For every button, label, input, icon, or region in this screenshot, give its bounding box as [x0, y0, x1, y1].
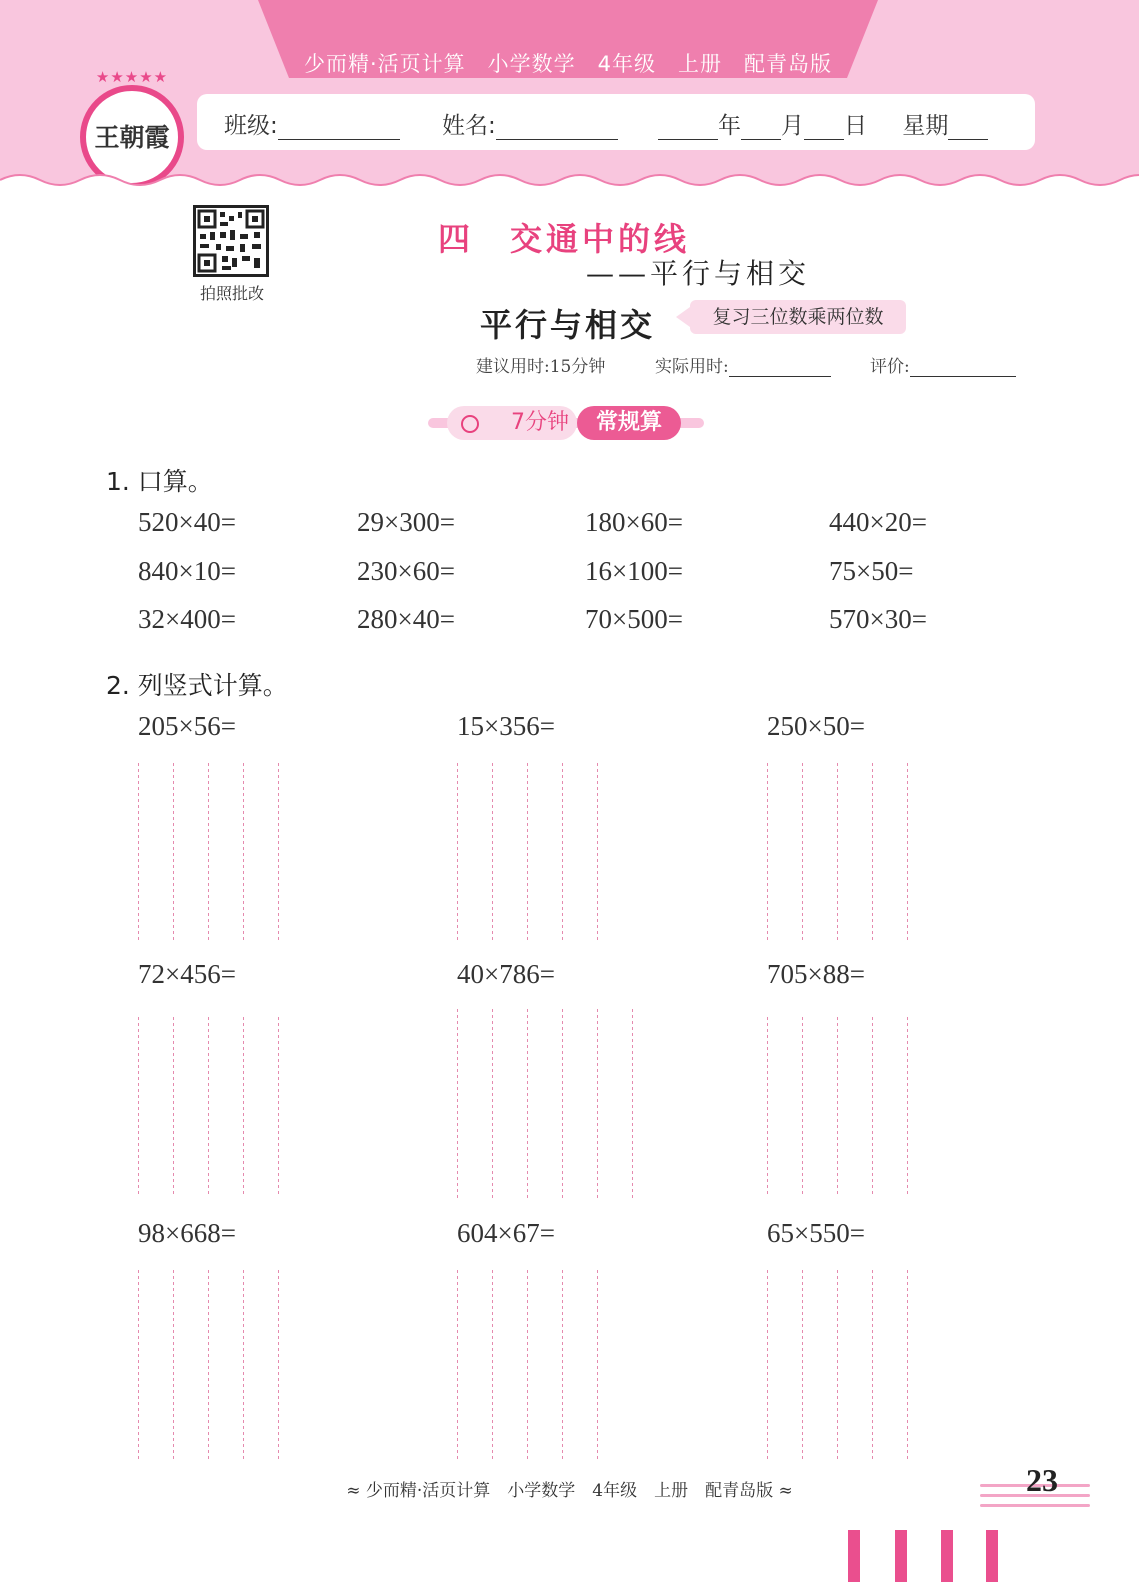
work-guide-line	[767, 763, 768, 943]
review-tag: 复习三位数乘两位数	[690, 300, 906, 334]
qr-pattern-icon	[196, 208, 266, 274]
work-guide-line	[243, 763, 244, 943]
work-guide-line	[837, 763, 838, 943]
work-guide-line	[457, 1009, 458, 1199]
mental-expr: 230×60=	[357, 556, 455, 586]
lesson-title: 平行与相交	[480, 306, 656, 344]
work-guide-line	[907, 1270, 908, 1460]
mental-expr: 70×500=	[585, 604, 683, 634]
day-label: 日	[844, 113, 867, 139]
footer-bar	[895, 1530, 907, 1582]
work-guide-line	[138, 763, 139, 943]
name-blank[interactable]	[496, 117, 618, 140]
mental-expr: 280×40=	[357, 604, 455, 634]
work-guide-line	[802, 1017, 803, 1197]
vertical-work-area[interactable]	[138, 1270, 280, 1460]
work-guide-line	[527, 763, 528, 943]
review-tag-pointer	[676, 307, 690, 327]
work-guide-line	[173, 1017, 174, 1197]
vertical-work-area[interactable]	[767, 1270, 909, 1460]
weekday-blank[interactable]	[948, 117, 988, 140]
work-guide-line	[457, 763, 458, 943]
actual-time-label: 实际用时:	[655, 357, 729, 377]
header-wave	[0, 160, 1139, 200]
actual-time-field[interactable]	[655, 352, 831, 377]
work-guide-line	[767, 1270, 768, 1460]
work-guide-line	[457, 1270, 458, 1460]
work-guide-line	[562, 1009, 563, 1199]
qr-code[interactable]	[193, 205, 269, 277]
year-blank[interactable]	[658, 117, 718, 140]
vertical-calc-expr: 205×56=	[138, 711, 236, 741]
day-blank[interactable]	[804, 117, 844, 140]
year-label: 年	[718, 113, 741, 139]
mental-expr: 840×10=	[138, 556, 236, 586]
vertical-work-area[interactable]	[457, 1009, 634, 1199]
name-label: 姓名:	[442, 113, 496, 139]
work-guide-line	[907, 1017, 908, 1197]
work-guide-line	[138, 1017, 139, 1197]
date-field[interactable]	[658, 107, 988, 140]
vertical-work-area[interactable]	[138, 763, 280, 943]
footer-bar	[941, 1530, 953, 1582]
work-guide-line	[597, 1009, 598, 1199]
weekday-label: 星期	[902, 113, 949, 139]
medal-icon	[461, 415, 479, 433]
work-guide-line	[208, 1270, 209, 1460]
vertical-work-area[interactable]	[138, 1017, 280, 1197]
work-guide-line	[278, 1270, 279, 1460]
logo-text: 王朝霞	[94, 123, 170, 152]
work-guide-line	[243, 1017, 244, 1197]
footer-wave	[980, 1504, 1090, 1507]
work-guide-line	[562, 1270, 563, 1460]
work-guide-line	[173, 1270, 174, 1460]
class-blank[interactable]	[278, 117, 400, 140]
mental-expr: 570×30=	[829, 604, 927, 634]
footer-bar	[848, 1530, 860, 1582]
vertical-calc-expr: 72×456=	[138, 959, 236, 989]
work-guide-line	[527, 1009, 528, 1199]
qr-caption: 拍照批改	[199, 284, 264, 303]
section-type: 常规算	[577, 406, 681, 440]
mental-expr: 29×300=	[357, 507, 455, 537]
work-guide-line	[278, 1017, 279, 1197]
work-guide-line	[837, 1270, 838, 1460]
mental-expr: 520×40=	[138, 507, 236, 537]
footer-series: ≈ 少而精·活页计算 小学数学 4年级 上册 配青岛版 ≈	[346, 1481, 793, 1501]
section-time: 7分钟	[447, 406, 577, 440]
work-guide-line	[837, 1017, 838, 1197]
work-guide-line	[907, 763, 908, 943]
footer-bar	[986, 1530, 998, 1582]
work-guide-line	[802, 1270, 803, 1460]
work-guide-line	[597, 1270, 598, 1460]
vertical-calc-expr: 98×668=	[138, 1218, 236, 1248]
name-field[interactable]	[442, 107, 618, 140]
work-guide-line	[562, 763, 563, 943]
mental-expr: 75×50=	[829, 556, 914, 586]
vertical-calc-expr: 604×67=	[457, 1218, 555, 1248]
work-guide-line	[278, 763, 279, 943]
work-guide-line	[767, 1017, 768, 1197]
class-label: 班级:	[224, 113, 278, 139]
evaluation-blank[interactable]	[910, 358, 1016, 377]
page-number: 23	[1026, 1462, 1058, 1498]
work-guide-line	[632, 1009, 633, 1199]
unit-subtitle: ——平行与相交	[586, 257, 811, 290]
vertical-calc-expr: 250×50=	[767, 711, 865, 741]
work-guide-line	[492, 1270, 493, 1460]
work-guide-line	[173, 763, 174, 943]
work-guide-line	[872, 763, 873, 943]
q1-title: 1. 口算。	[106, 467, 213, 496]
mental-expr: 440×20=	[829, 507, 927, 537]
work-guide-line	[872, 1270, 873, 1460]
work-guide-line	[208, 763, 209, 943]
work-guide-line	[492, 763, 493, 943]
vertical-work-area[interactable]	[457, 763, 599, 943]
work-guide-line	[138, 1270, 139, 1460]
month-blank[interactable]	[741, 117, 781, 140]
vertical-calc-expr: 65×550=	[767, 1218, 865, 1248]
evaluation-field[interactable]	[870, 352, 1016, 377]
work-guide-line	[597, 763, 598, 943]
mental-expr: 180×60=	[585, 507, 683, 537]
month-label: 月	[781, 113, 804, 139]
mental-expr: 32×400=	[138, 604, 236, 634]
work-guide-line	[872, 1017, 873, 1197]
vertical-work-area[interactable]	[767, 1017, 909, 1197]
logo-stars: ★★★★★	[95, 68, 169, 86]
vertical-calc-expr: 705×88=	[767, 959, 865, 989]
work-guide-line	[208, 1017, 209, 1197]
vertical-work-area[interactable]	[457, 1270, 599, 1460]
work-guide-line	[527, 1270, 528, 1460]
unit-title: 四 交通中的线	[438, 220, 691, 258]
class-field[interactable]	[224, 107, 400, 140]
actual-time-blank[interactable]	[729, 358, 831, 377]
vertical-work-area[interactable]	[767, 763, 909, 943]
evaluation-label: 评价:	[870, 357, 910, 377]
vertical-calc-expr: 40×786=	[457, 959, 555, 989]
work-guide-line	[243, 1270, 244, 1460]
vertical-calc-expr: 15×356=	[457, 711, 555, 741]
series-title: 少而精·活页计算 小学数学 4年级 上册 配青岛版	[303, 52, 833, 76]
work-guide-line	[802, 763, 803, 943]
work-guide-line	[492, 1009, 493, 1199]
mental-expr: 16×100=	[585, 556, 683, 586]
q2-title: 2. 列竖式计算。	[106, 671, 288, 700]
suggested-time: 建议用时:15分钟	[476, 357, 606, 377]
